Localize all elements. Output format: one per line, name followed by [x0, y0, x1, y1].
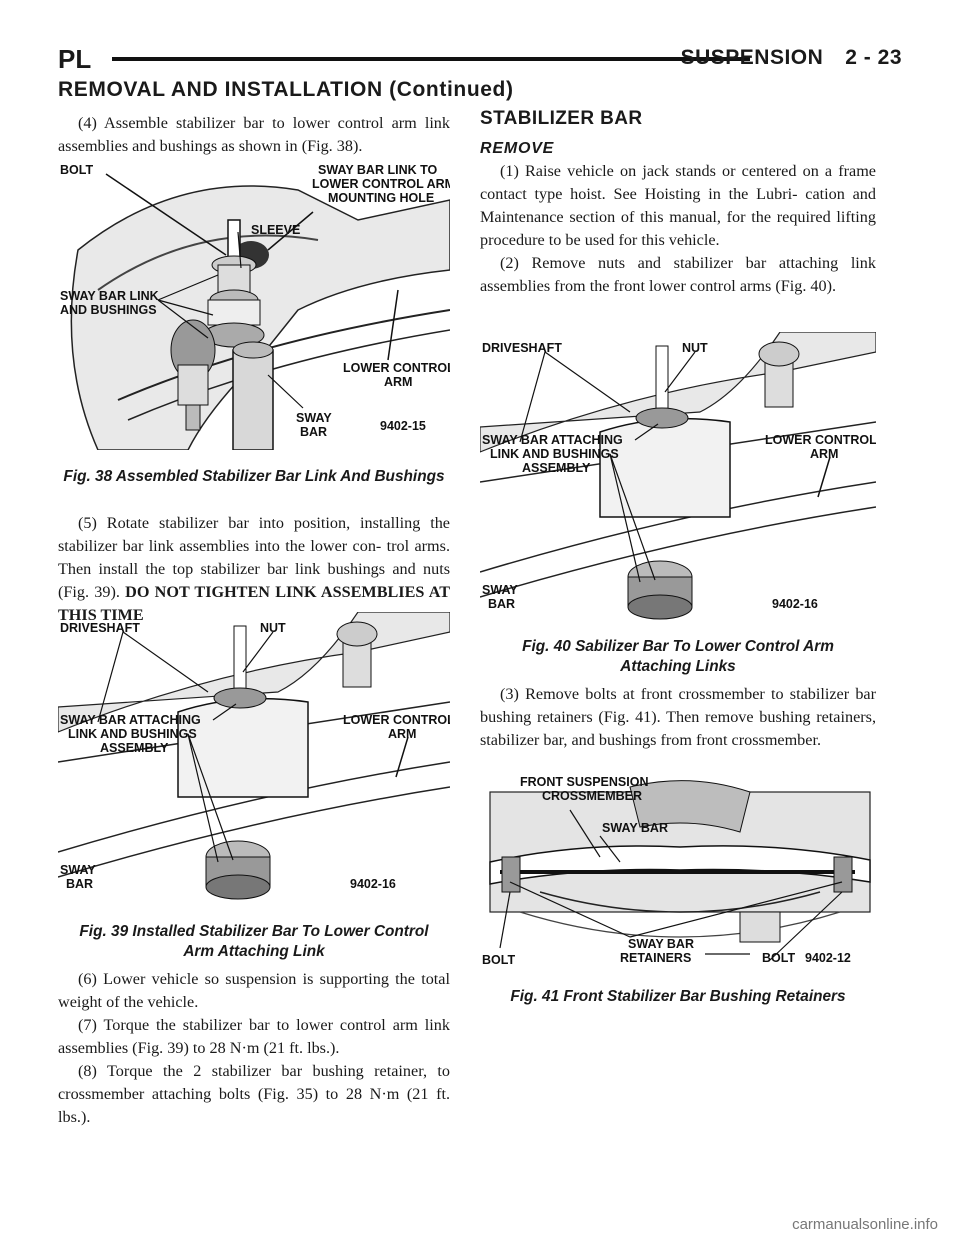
fig38-label-sway-2: BAR	[300, 425, 328, 439]
fig40-label-attach-2: LINK AND BUSHINGS	[490, 447, 619, 461]
figure-38-illustration	[58, 160, 450, 450]
header-section: SUSPENSION	[680, 46, 824, 69]
remove-step-2: (2) Remove nuts and stabilizer bar attaching link assemblies from the front lower control arms (Fig. 40).	[480, 254, 876, 295]
fig40-label-attach-3: ASSEMBLY	[522, 461, 591, 475]
header-right	[681, 46, 902, 70]
step-4-text: (4) Assemble stabilizer bar to lower control arm link assemblies and bushings as shown in (Fig. 38).	[58, 114, 450, 155]
fig40-label-nut: NUT	[682, 341, 708, 355]
fig41-label-retainers-2: RETAINERS	[620, 951, 692, 965]
fig40-label-lca-1: LOWER CONTROL	[765, 433, 876, 447]
fig38-label-sleeve: SLEEVE	[251, 223, 301, 237]
fig39-label-attach-1: SWAY BAR ATTACHING	[60, 713, 201, 727]
right-intro	[480, 108, 876, 298]
fig39-label-nut: NUT	[260, 621, 286, 635]
page-number: 2 - 23	[845, 46, 902, 69]
fig40-code: 9402-16	[772, 597, 818, 611]
fig41-label-retainers-1: SWAY BAR	[628, 937, 694, 951]
fig41-label-fsc-2: CROSSMEMBER	[542, 789, 643, 803]
fig41-label-bolt-right: BOLT	[762, 951, 796, 965]
figure-38	[58, 160, 450, 450]
fig38-label-sway-1: SWAY	[296, 411, 332, 425]
fig38-label-bushings-1: SWAY BAR LINK	[60, 289, 159, 303]
fig39-label-driveshaft: DRIVESHAFT	[60, 621, 140, 635]
fig39-caption-line-1: Fig. 39 Installed Stabilizer Bar To Lower Control	[79, 923, 429, 940]
step-5-text: (5) Rotate stabilizer bar into position, installing the stabilizer bar link assemblies into the lower con- trol arms. Then install the top stabilizer bar link bushings and nuts (Fig. 39).	[58, 514, 450, 601]
fig41-label-sway-bar: SWAY BAR	[602, 821, 668, 835]
fig39-caption	[58, 922, 450, 962]
fig39-label-attach-3: ASSEMBLY	[100, 741, 169, 755]
figure-39-illustration	[58, 612, 450, 910]
remove-step-3: (3) Remove bolts at front crossmember to stabilizer bar bushing retainers (Fig. 41). Then remove bushing retainers, stabilizer bar, and bushings from front crossmember.	[480, 685, 876, 749]
fig40-label-lca-2: ARM	[810, 447, 839, 461]
section-heading-stabilizer-bar: STABILIZER BAR	[480, 108, 643, 129]
step-5-paragraph	[58, 512, 450, 627]
fig38-label-link-1: SWAY BAR LINK TO	[318, 163, 438, 177]
right-step-3	[480, 683, 876, 752]
remove-step-1: (1) Raise vehicle on jack stands or centered on a frame contact type hoist. See Hoisting in the Lubri- cation and Maintenance section of this manual, for the required lifting procedure to be used for this vehicle.	[480, 162, 876, 249]
fig39-code: 9402-16	[350, 877, 396, 891]
fig38-label-link-2: LOWER CONTROL ARM	[312, 177, 450, 191]
fig39-label-attach-2: LINK AND BUSHINGS	[68, 727, 197, 741]
fig38-code: 9402-15	[380, 419, 426, 433]
fig40-caption-line-2: Attaching Links	[620, 658, 736, 675]
step-8-text: (8) Torque the 2 stabilizer bar bushing retainer, to crossmember attaching bolts (Fig. 35) to 28 N·m (21 ft. lbs.).	[58, 1062, 450, 1126]
fig41-label-fsc-1: FRONT SUSPENSION	[520, 775, 649, 789]
fig38-label-bolt: BOLT	[60, 163, 94, 177]
figure-39	[58, 612, 450, 910]
figure-41	[480, 772, 876, 972]
section-title: REMOVAL AND INSTALLATION (Continued)	[58, 78, 514, 101]
left-steps-6-8	[58, 968, 450, 1129]
fig41-code: 9402-12	[805, 951, 851, 965]
fig41-caption: Fig. 41 Front Stabilizer Bar Bushing Retainers	[510, 988, 846, 1005]
figure-40-illustration	[480, 332, 876, 630]
fig40-label-sway-1: SWAY	[482, 583, 518, 597]
fig38-label-lca-2: ARM	[384, 375, 413, 389]
header-left: PL	[58, 44, 92, 74]
fig39-label-lca-2: ARM	[388, 727, 417, 741]
step-6-text: (6) Lower vehicle so suspension is supporting the total weight of the vehicle.	[58, 970, 450, 1011]
fig40-label-attach-1: SWAY BAR ATTACHING	[482, 433, 623, 447]
left-step-5	[58, 512, 450, 627]
fig40-caption-line-1: Fig. 40 Sabilizer Bar To Lower Control Arm	[522, 638, 834, 655]
fig39-caption-line-2: Arm Attaching Link	[183, 943, 325, 960]
watermark: carmanualsonline.info	[792, 1216, 938, 1233]
subheading-remove: REMOVE	[480, 140, 555, 157]
figure-41-illustration	[480, 772, 876, 972]
step-5-warning: DO NOT TIGHTEN LINK ASSEMBLIES AT THIS TIME	[58, 583, 451, 624]
fig38-caption: Fig. 38 Assembled Stabilizer Bar Link And Bushings	[63, 468, 445, 485]
step-7-text: (7) Torque the stabilizer bar to lower control arm link assemblies (Fig. 39) to 28 N·m (21 ft. lbs.).	[58, 1016, 450, 1057]
fig40-caption	[480, 637, 876, 677]
fig38-label-link-3: MOUNTING HOLE	[328, 191, 435, 205]
figure-40	[480, 332, 876, 630]
header-rule	[112, 57, 750, 61]
fig38-label-lca-1: LOWER CONTROL	[343, 361, 450, 375]
fig40-label-sway-2: BAR	[488, 597, 516, 611]
fig38-label-bushings-2: AND BUSHINGS	[60, 303, 157, 317]
fig39-label-lca-1: LOWER CONTROL	[343, 713, 450, 727]
left-step-4	[58, 112, 450, 158]
fig39-label-sway-1: SWAY	[60, 863, 96, 877]
fig40-label-driveshaft: DRIVESHAFT	[482, 341, 562, 355]
fig41-label-bolt-left: BOLT	[482, 953, 516, 967]
fig39-label-sway-2: BAR	[66, 877, 94, 891]
